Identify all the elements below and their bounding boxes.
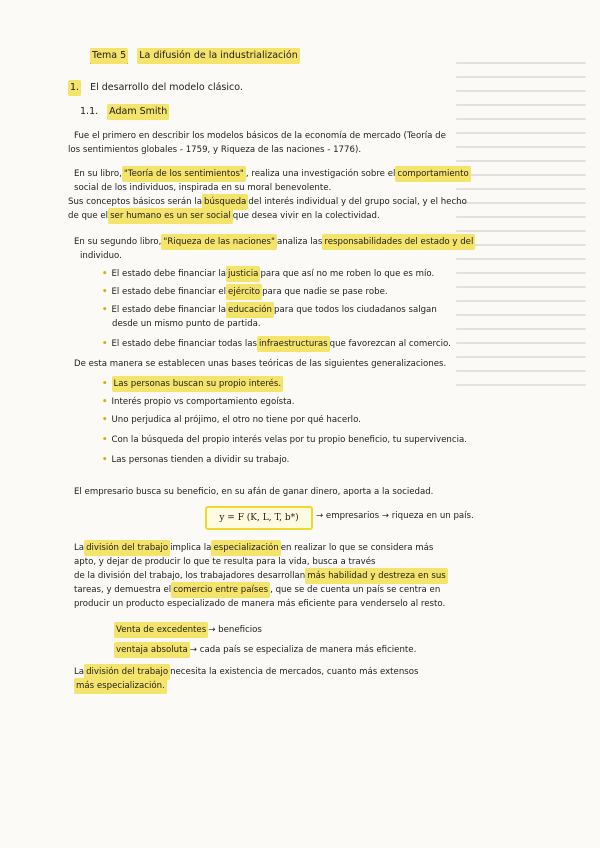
text-run: Sus conceptos básicos serán la: [68, 197, 203, 207]
bullet-icon: •: [102, 455, 108, 465]
text-run: , que se de cuenta un país se centra en: [270, 585, 441, 595]
list-item: [0, 336, 600, 352]
formula-box: y = F (K, L, T, b*): [205, 506, 313, 530]
text-run: analiza las: [276, 237, 323, 247]
text-run: implica la: [170, 543, 212, 553]
text-run: producir un producto especializado de manera más eficiente para venderselo al resto.: [74, 599, 446, 609]
highlighted-term: más especialización.: [74, 678, 167, 694]
section-number: 1.: [68, 80, 81, 96]
highlighted-term: búsqueda: [202, 194, 248, 210]
highlighted-term: "Riqueza de las naciones": [161, 234, 277, 250]
text-run: para que todos los ciudadanos salgan: [273, 305, 437, 315]
paragraph-line: [0, 208, 600, 224]
highlighted-term: ejército: [226, 284, 262, 300]
topic-number: Tema 5: [90, 48, 128, 64]
list-item: [0, 284, 600, 300]
highlighted-term: infraestructuras: [257, 336, 330, 352]
text-run: desde un mismo punto de partida.: [112, 319, 261, 329]
text-run: El estado debe financiar todas las: [111, 339, 258, 349]
bullet-icon: •: [102, 397, 108, 407]
text-run: , realiza una investigación sobre el: [245, 169, 396, 179]
formula-annotation: → empresarios → riqueza en un país.: [316, 511, 474, 521]
list-item: [0, 412, 600, 428]
text-run: La: [74, 543, 85, 553]
highlighted-term: más habilidad y destreza en sus: [305, 568, 448, 584]
text-run: → cada país se especializa de manera más eficiente.: [189, 645, 417, 655]
subsection-heading: [0, 104, 600, 120]
highlighted-term: ser humano es un ser social: [108, 208, 233, 224]
text-run: De esta manera se establecen unas bases teóricas de las siguientes generalizaciones.: [74, 359, 447, 369]
subsection-number: 1.1.: [80, 106, 99, 117]
text-run: que desea vivir en la colectividad.: [232, 211, 380, 221]
section-title: El desarrollo del modelo clásico.: [90, 82, 243, 93]
list-item-continuation: [0, 316, 600, 332]
text-run: de la división del trabajo, los trabajadores desarrollan: [74, 571, 306, 581]
text-run: Las personas tienden a dividir su trabajo.: [111, 455, 290, 465]
list-item: [0, 452, 600, 468]
text-run: La: [74, 667, 85, 677]
bullet-icon: •: [102, 287, 108, 297]
text-run: en realizar lo que se considera más: [280, 543, 434, 553]
highlighted-term: responsabilidades del estado y del: [322, 234, 475, 250]
text-run: de que el: [68, 211, 109, 221]
bullet-icon: •: [102, 415, 108, 425]
text-run: social de los individuos, inspirada en su moral benevolente.: [74, 183, 332, 193]
highlighted-term: "Teoría de los sentimientos": [122, 166, 246, 182]
section-heading: [0, 80, 600, 96]
text-run: necesita la existencia de mercados, cuanto más extensos: [170, 667, 419, 677]
highlighted-term: comercio entre países: [171, 582, 270, 598]
text-run: Fue el primero en describir los modelos básicos de la economía de mercado (Teoría de: [74, 131, 446, 141]
highlighted-term: división del trabajo: [84, 664, 170, 680]
arrow-note: [0, 622, 600, 638]
page-header: [0, 48, 600, 64]
bullet-icon: •: [102, 305, 108, 315]
subsection-title: Adam Smith: [107, 104, 169, 120]
paragraph-line: [0, 678, 600, 694]
list-item: [0, 376, 600, 392]
text-run: para que así no me roben lo que es mío.: [260, 269, 435, 279]
text-run: para que nadie se pase robe.: [262, 287, 388, 297]
text-run: El estado debe financiar el: [111, 287, 227, 297]
text-run: → beneficios: [208, 625, 262, 635]
paragraph-line: [0, 484, 600, 500]
text-run: Interés propio vs comportamiento egoísta.: [111, 397, 295, 407]
list-item: [0, 266, 600, 282]
text-run: En su libro,: [74, 169, 122, 179]
list-item: [0, 432, 600, 448]
highlighted-term: comportamiento: [395, 166, 470, 182]
highlighted-term: justicia: [226, 266, 260, 282]
text-run: El empresario busca su beneficio, en su afán de ganar dinero, aporta a la sociedad.: [74, 487, 434, 497]
bullet-icon: •: [102, 379, 108, 389]
highlighted-term: ventaja absoluta: [114, 642, 190, 658]
arrow-note: [0, 642, 600, 658]
topic-title: La difusión de la industrialización: [137, 48, 300, 64]
text-run: El estado debe financiar la: [111, 269, 226, 279]
highlighted-term: Las personas buscan su propio interés.: [112, 376, 284, 392]
bullet-icon: •: [102, 435, 108, 445]
bullet-icon: •: [102, 339, 108, 349]
text-run: que favorezcan al comercio.: [329, 339, 451, 349]
highlighted-term: especialización: [211, 540, 280, 556]
text-run: Con la búsqueda del propio interés velas por tu propio beneficio, tu supervivencia.: [111, 435, 467, 445]
paragraph-line: [0, 248, 600, 264]
text-run: Uno perjudica al prójimo, el otro no tiene por qué hacerlo.: [111, 415, 361, 425]
paragraph-line: [0, 356, 600, 372]
text-run: tareas, y demuestra el: [74, 585, 172, 595]
text-run: individuo.: [80, 251, 122, 261]
text-run: El estado debe financiar la: [111, 305, 226, 315]
paragraph-line: [0, 142, 600, 158]
text-run: apto, y dejar de producir lo que te resulta para la vida, busca a través: [74, 557, 376, 567]
bullet-icon: •: [102, 269, 108, 279]
highlighted-term: educación: [226, 302, 274, 318]
text-run: del interés individual y del grupo social, y el hecho: [248, 197, 467, 207]
highlighted-term: Venta de excedentes: [114, 622, 208, 638]
text-run: En su segundo libro,: [74, 237, 162, 247]
highlighted-term: división del trabajo: [84, 540, 170, 556]
paragraph-line: [0, 596, 600, 612]
list-item: [0, 394, 600, 410]
text-run: los sentimientos globales - 1759, y Riqueza de las naciones - 1776).: [68, 145, 362, 155]
